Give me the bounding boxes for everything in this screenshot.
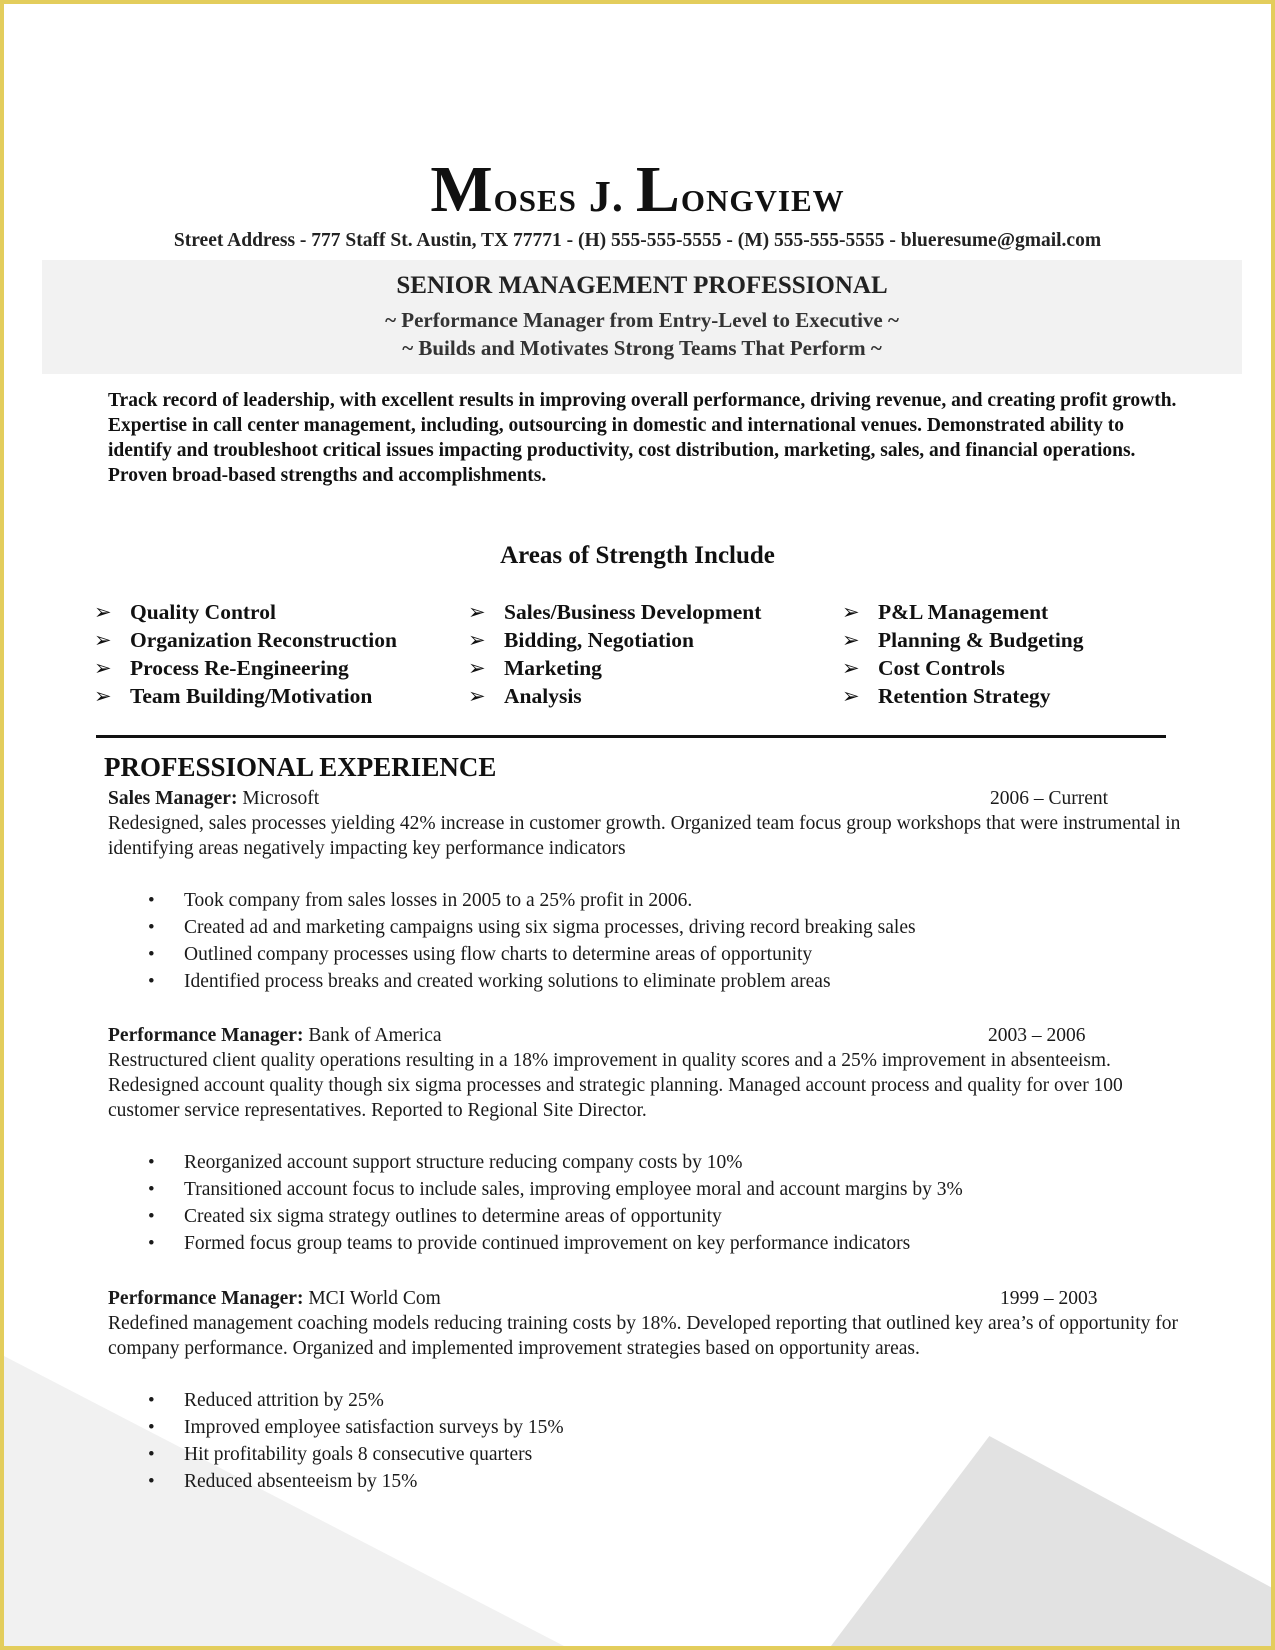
job-description: Redefined management coaching models reducing training costs by 18%. Developed reporting that outlined key area’s of opportunity for company performance. Organized and implemented improvement strategies based on opportunity areas. [108, 1313, 1179, 1359]
strength-label: Team Building/Motivation [130, 684, 373, 708]
achievement-text: Outlined company processes using flow charts to determine areas of opportunity [184, 944, 813, 965]
strength-item [468, 656, 761, 684]
job-entry [108, 786, 1188, 995]
strength-label: Organization Reconstruction [130, 628, 397, 652]
job-achievements [108, 887, 1188, 995]
achievement-text: Transitioned account focus to include sales, improving employee moral and account margins by 3% [184, 1179, 963, 1200]
achievement-item [108, 1387, 1188, 1414]
arrow-bullet-icon: ➢ [468, 628, 486, 652]
experience-title: PROFESSIONAL EXPERIENCE [104, 752, 497, 782]
job-dates: 2003 – 2006 [988, 1025, 1086, 1046]
strength-item [468, 684, 761, 712]
strength-item [468, 628, 761, 656]
achievement-item [108, 887, 1188, 914]
job-achievements [108, 1149, 1188, 1257]
achievement-item [108, 968, 1188, 995]
strength-label: Marketing [504, 656, 602, 680]
strength-item [94, 656, 397, 684]
achievement-text: Identified process breaks and created working solutions to eliminate problem areas [184, 971, 831, 992]
strength-item [468, 600, 761, 628]
achievement-item [108, 1203, 1188, 1230]
job-description: Restructured client quality operations resulting in a 18% improvement in quality scores and a 25% improvement in absenteeism. Redesigned account quality though six sigma processes and strategic planning. Managed account process and quality for over 100 customer service representatives. Reported to Regional Site Director. [108, 1050, 1123, 1121]
achievement-item [108, 1441, 1188, 1468]
strength-label: Planning & Budgeting [878, 628, 1084, 652]
strengths-column-2 [468, 600, 761, 712]
section-divider [96, 735, 1166, 738]
achievement-item [108, 1230, 1188, 1257]
strengths-title: Areas of Strength Include [500, 542, 775, 569]
job-achievements [108, 1387, 1188, 1495]
arrow-bullet-icon: ➢ [842, 600, 860, 624]
job-dates: 1999 – 2003 [1000, 1288, 1098, 1309]
candidate-name: Moses J. Longview [430, 153, 845, 226]
achievement-text: Reduced attrition by 25% [184, 1390, 384, 1411]
arrow-bullet-icon: ➢ [468, 600, 486, 624]
strength-label: P&L Management [878, 600, 1049, 624]
arrow-bullet-icon: ➢ [468, 684, 486, 708]
achievement-text: Took company from sales losses in 2005 to a 25% profit in 2006. [184, 890, 693, 911]
arrow-bullet-icon: ➢ [842, 656, 860, 680]
strength-item [842, 600, 1084, 628]
arrow-bullet-icon: ➢ [468, 656, 486, 680]
achievement-text: Reduced absenteeism by 15% [184, 1471, 418, 1492]
strength-label: Sales/Business Development [504, 600, 762, 624]
achievement-item [108, 1149, 1188, 1176]
job-description: Redesigned, sales processes yielding 42% increase in customer growth. Organized team focus group workshops that were instrumental in identifying areas negatively impacting key performance indicators [108, 813, 1181, 859]
arrow-bullet-icon: ➢ [842, 684, 860, 708]
strength-label: Cost Controls [878, 656, 1005, 680]
contact-line: Street Address - 777 Staff St. Austin, TX 77771 - (H) 555-555-5555 - (M) 555-555-5555 - blueresume@gmail.com [173, 230, 1102, 251]
strength-item [842, 628, 1084, 656]
achievement-text: Created six sigma strategy outlines to determine areas of opportunity [184, 1206, 722, 1227]
job-title: Performance Manager: MCI World Com [108, 1288, 441, 1309]
strength-label: Retention Strategy [878, 684, 1051, 708]
strengths-column-1 [94, 600, 397, 712]
achievement-item [108, 1176, 1188, 1203]
strength-label: Analysis [504, 684, 582, 708]
achievement-item [108, 914, 1188, 941]
strength-item [842, 684, 1084, 712]
achievement-item [108, 1414, 1188, 1441]
strengths-column-3 [842, 600, 1084, 712]
headline: SENIOR MANAGEMENT PROFESSIONAL [396, 272, 888, 299]
summary-paragraph: Track record of leadership, with excellent results in improving overall performance, driving revenue, and creating profit growth. Expertise in call center management, including, outsourcing in domestic and international venues. Demonstrated ability to identify and troubleshoot critical issues impacting productivity, cost distribution, marketing, sales, and financial operations. Proven broad-based strengths and accomplishments. [108, 390, 1177, 486]
arrow-bullet-icon: ➢ [842, 628, 860, 652]
strength-label: Quality Control [130, 600, 276, 624]
strength-item [94, 684, 397, 712]
achievement-item [108, 941, 1188, 968]
tagline-1: ~ Performance Manager from Entry-Level to Executive ~ [385, 308, 899, 332]
strength-label: Process Re-Engineering [130, 656, 349, 680]
arrow-bullet-icon: ➢ [94, 600, 112, 624]
achievement-item [108, 1468, 1188, 1495]
tagline-2: ~ Builds and Motivates Strong Teams That Perform ~ [402, 336, 882, 360]
achievement-text: Created ad and marketing campaigns using six sigma processes, driving record breaking sales [184, 917, 916, 938]
achievement-text: Hit profitability goals 8 consecutive quarters [184, 1444, 533, 1465]
strength-item [94, 600, 397, 628]
job-title: Performance Manager: Bank of America [108, 1025, 442, 1046]
arrow-bullet-icon: ➢ [94, 656, 112, 680]
strength-item [842, 656, 1084, 684]
job-dates: 2006 – Current [990, 788, 1109, 809]
achievement-text: Reorganized account support structure reducing company costs by 10% [184, 1152, 743, 1173]
achievement-text: Formed focus group teams to provide continued improvement on key performance indicators [184, 1233, 911, 1254]
job-entry [108, 1023, 1188, 1257]
strength-label: Bidding, Negotiation [504, 628, 694, 652]
arrow-bullet-icon: ➢ [94, 684, 112, 708]
achievement-text: Improved employee satisfaction surveys by 15% [184, 1417, 564, 1438]
job-entry [108, 1286, 1188, 1495]
headline-banner [42, 260, 1242, 374]
strength-item [94, 628, 397, 656]
arrow-bullet-icon: ➢ [94, 628, 112, 652]
job-title: Sales Manager: Microsoft [108, 788, 320, 809]
